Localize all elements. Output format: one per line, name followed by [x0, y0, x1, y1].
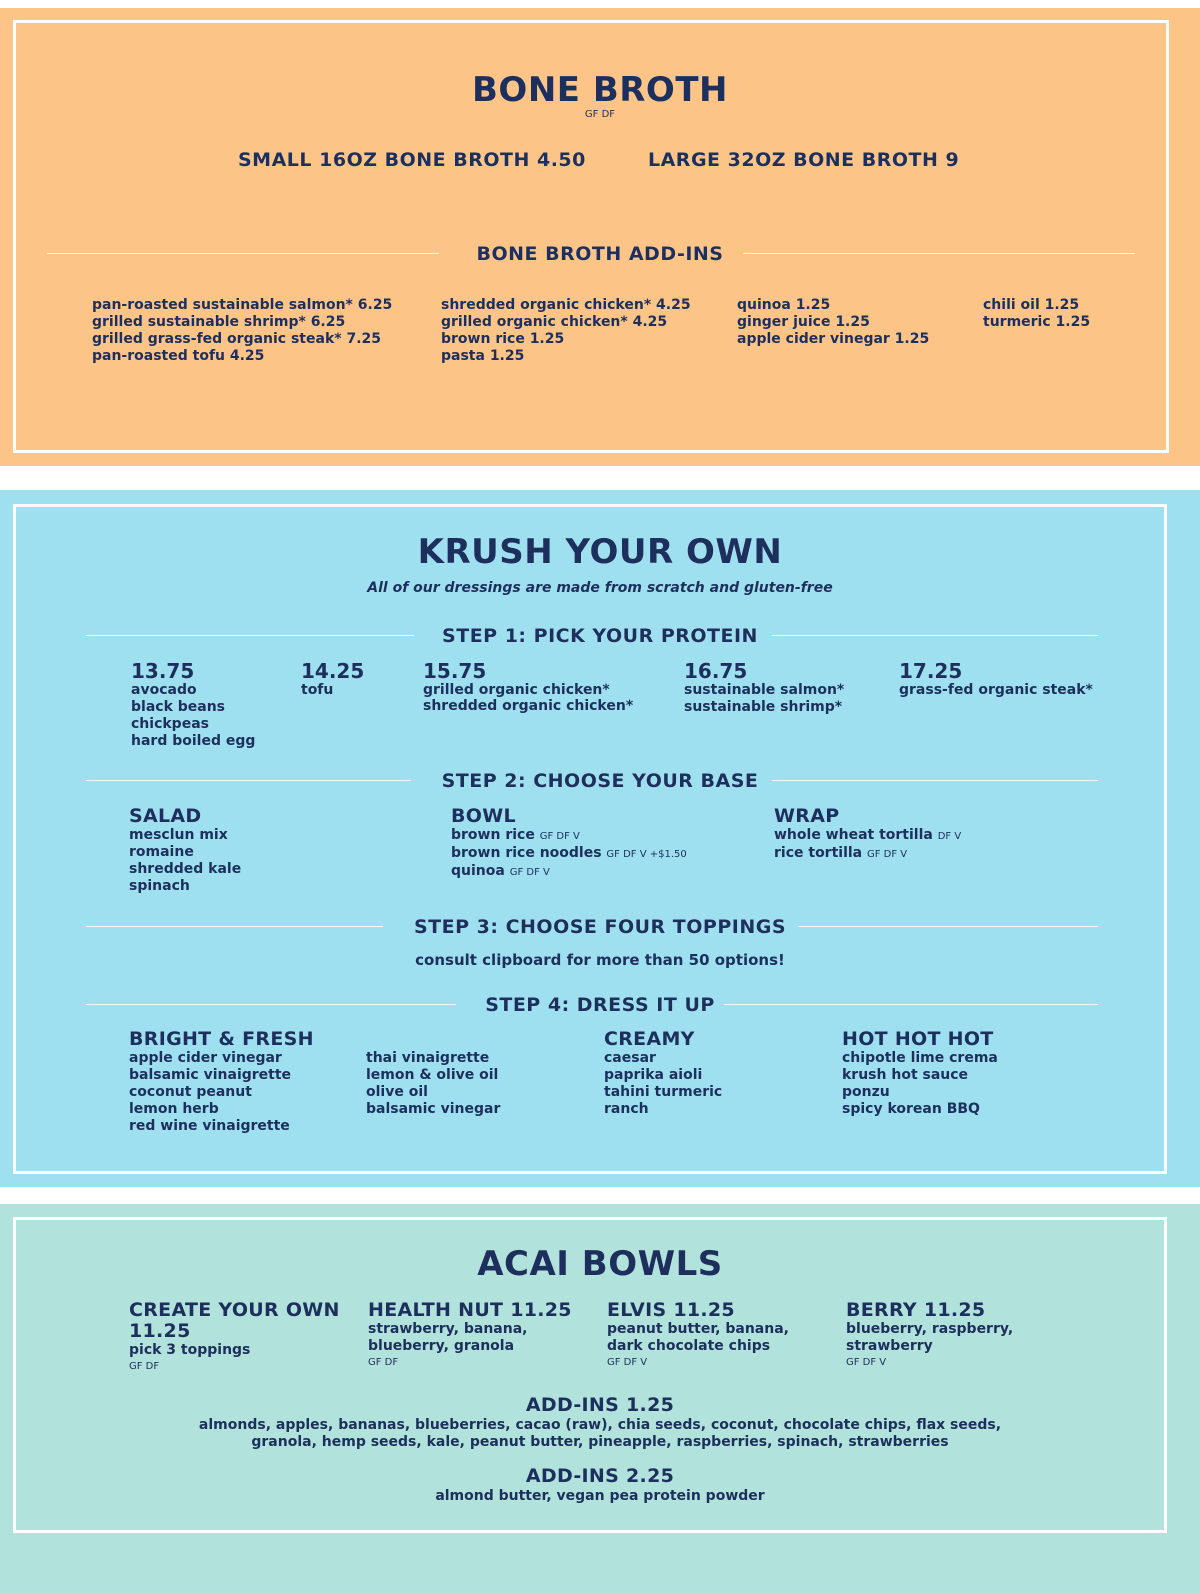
dressing-bright-fresh-more: [366, 1050, 500, 1118]
list-item: olive oil: [366, 1084, 428, 1100]
addins-list: granola, hemp seeds, kale, peanut butter, pineapple, raspberries, spinach, strawberries: [251, 1434, 949, 1450]
protein-price: 13.75: [131, 659, 195, 683]
bowl-description: strawberry, banana,: [368, 1321, 528, 1337]
list-item: red wine vinaigrette: [129, 1118, 290, 1134]
protein-group: [684, 660, 844, 716]
list-item: mesclun mix: [129, 827, 228, 843]
diet-tag: GF DF V: [509, 867, 550, 878]
list-item: apple cider vinegar: [129, 1050, 282, 1066]
addins-premium-title: ADD-INS 2.25: [525, 1465, 675, 1487]
diet-tag: GF DF V: [846, 1357, 887, 1368]
dressing-bright-fresh: [129, 1029, 314, 1135]
list-item: grilled organic chicken* 4.25: [441, 314, 668, 330]
divider-line: [743, 253, 1135, 254]
base-name: SALAD: [129, 805, 202, 827]
krush-panel: [0, 490, 1200, 1187]
diet-tag: GF DF V: [607, 1357, 648, 1368]
list-item: spicy korean BBQ: [842, 1101, 980, 1117]
list-item: sustainable shrimp*: [684, 699, 843, 715]
protein-price: 17.25: [899, 659, 963, 683]
base-salad: [129, 806, 241, 895]
list-item: apple cider vinegar 1.25: [737, 331, 930, 347]
list-item: ponzu: [842, 1084, 890, 1100]
item-label: quinoa: [451, 863, 505, 879]
addins-column-2: [441, 297, 691, 365]
divider-line: [772, 635, 1098, 636]
diet-tag: GF DF: [129, 1361, 160, 1372]
item-label: brown rice noodles: [451, 845, 602, 861]
protein-group: [423, 660, 633, 714]
list-item: grass-fed organic steak*: [899, 682, 1093, 698]
list-item: [774, 845, 961, 863]
diet-tag: DF V: [937, 831, 962, 842]
list-item: grilled grass-fed organic steak* 7.25: [92, 331, 381, 347]
step4-title: STEP 4: DRESS IT UP: [485, 994, 715, 1016]
acai-bowl-item: [607, 1300, 789, 1368]
list-item: thai vinaigrette: [366, 1050, 490, 1066]
addins-title: ADD-INS 1.25: [525, 1394, 675, 1416]
bowl-description: blueberry, raspberry,: [846, 1321, 1014, 1337]
protein-price: 15.75: [423, 659, 487, 683]
step2-title: STEP 2: CHOOSE YOUR BASE: [441, 770, 759, 792]
bowl-name: CREATE YOUR OWN: [129, 1299, 340, 1321]
bowl-description: peanut butter, banana,: [607, 1321, 789, 1337]
list-item: chickpeas: [131, 716, 209, 732]
addins-column-3: [737, 297, 929, 348]
diet-tag: GF DF V: [539, 831, 580, 842]
acai-bowl-item: [846, 1300, 1013, 1368]
list-item: ranch: [604, 1101, 649, 1117]
item-label: whole wheat tortilla: [774, 827, 933, 843]
step3-title: STEP 3: CHOOSE FOUR TOPPINGS: [413, 916, 787, 938]
list-item: coconut peanut: [129, 1084, 252, 1100]
list-item: shredded kale: [129, 861, 242, 877]
diet-tag: GF DF: [368, 1357, 399, 1368]
item-label: rice tortilla: [774, 845, 863, 861]
divider-line: [798, 926, 1098, 927]
list-item: tahini turmeric: [604, 1084, 723, 1100]
list-item: krush hot sauce: [842, 1067, 969, 1083]
dressing-category: BRIGHT & FRESH: [129, 1028, 314, 1050]
acai-title: ACAI BOWLS: [477, 1244, 723, 1284]
base-wrap: [774, 806, 961, 863]
list-item: lemon herb: [129, 1101, 219, 1117]
list-item: balsamic vinaigrette: [129, 1067, 292, 1083]
step1-title: STEP 1: PICK YOUR PROTEIN: [442, 625, 758, 647]
small-bone-broth-price: SMALL 16OZ BONE BROTH 4.50: [238, 149, 586, 171]
list-item: [451, 863, 687, 881]
large-bone-broth-price: LARGE 32OZ BONE BROTH 9: [648, 149, 960, 171]
divider-line: [772, 780, 1098, 781]
list-item: romaine: [129, 844, 194, 860]
list-item: [774, 827, 961, 845]
acai-bowl-item: [129, 1300, 340, 1372]
addins-premium-list: almond butter, vegan pea protein powder: [435, 1488, 765, 1504]
bowl-description: strawberry: [846, 1338, 933, 1354]
list-item: pan-roasted sustainable salmon* 6.25: [92, 297, 393, 313]
bowl-name: ELVIS 11.25: [607, 1299, 735, 1321]
step3-note: consult clipboard for more than 50 options!: [415, 951, 785, 969]
list-item: hard boiled egg: [131, 733, 256, 749]
krush-subtitle: All of our dressings are made from scratch and gluten-free: [367, 580, 833, 596]
bone-broth-addins-title: BONE BROTH ADD-INS: [476, 243, 724, 265]
list-item: pasta 1.25: [441, 348, 525, 364]
dressing-creamy: [604, 1029, 722, 1118]
list-item: brown rice 1.25: [441, 331, 565, 347]
list-item: [451, 827, 687, 845]
list-item: grilled sustainable shrimp* 6.25: [92, 314, 346, 330]
divider-line: [724, 1004, 1098, 1005]
list-item: ginger juice 1.25: [737, 314, 870, 330]
bone-broth-diet-tag: GF DF: [584, 109, 616, 120]
list-item: grilled organic chicken*: [423, 682, 610, 698]
bowl-name: BERRY 11.25: [846, 1299, 986, 1321]
bowl-description: pick 3 toppings: [129, 1342, 251, 1358]
base-name: BOWL: [451, 805, 516, 827]
dressing-category: CREAMY: [604, 1028, 695, 1050]
item-label: brown rice: [451, 827, 535, 843]
diet-tag: GF DF V: [867, 849, 908, 860]
list-item: chipotle lime crema: [842, 1050, 998, 1066]
base-bowl: [451, 806, 687, 881]
list-item: spinach: [129, 878, 190, 894]
addins-list: almonds, apples, bananas, blueberries, cacao (raw), chia seeds, coconut, chocolate chips, flax seeds,: [198, 1417, 1002, 1433]
list-item: quinoa 1.25: [737, 297, 831, 313]
list-item: avocado: [131, 682, 197, 698]
acai-panel: [0, 1204, 1200, 1593]
list-item: [451, 845, 687, 863]
bowl-name: HEALTH NUT 11.25: [368, 1299, 572, 1321]
base-name: WRAP: [774, 805, 840, 827]
protein-group: [301, 660, 364, 699]
list-item: black beans: [131, 699, 226, 715]
list-item: shredded organic chicken* 4.25: [441, 297, 691, 313]
dressing-hot: [842, 1029, 998, 1118]
list-item: pan-roasted tofu 4.25: [92, 348, 265, 364]
list-item: shredded organic chicken*: [423, 698, 634, 714]
acai-bowl-item: [368, 1300, 572, 1368]
protein-group: [899, 660, 1093, 699]
list-item: caesar: [604, 1050, 656, 1066]
list-item: paprika aioli: [604, 1067, 703, 1083]
list-item: sustainable salmon*: [684, 682, 845, 698]
bone-broth-title: BONE BROTH: [472, 70, 728, 110]
krush-title: KRUSH YOUR OWN: [417, 532, 783, 572]
list-item: tofu: [301, 682, 334, 698]
dressing-category: HOT HOT HOT: [842, 1028, 994, 1050]
addins-column-4: [983, 297, 1090, 331]
list-item: lemon & olive oil: [366, 1067, 499, 1083]
bowl-description: blueberry, granola: [368, 1338, 515, 1354]
bowl-description: dark chocolate chips: [607, 1338, 771, 1354]
protein-price: 14.25: [301, 659, 365, 683]
addins-column-1: [92, 297, 392, 365]
protein-group: [131, 660, 255, 750]
protein-price: 16.75: [684, 659, 748, 683]
bowl-price: 11.25: [129, 1320, 191, 1342]
list-item: turmeric 1.25: [983, 314, 1091, 330]
list-item: balsamic vinegar: [366, 1101, 501, 1117]
diet-tag: GF DF V +$1.50: [606, 849, 687, 860]
bone-broth-panel: [0, 8, 1200, 466]
list-item: chili oil 1.25: [983, 297, 1080, 313]
